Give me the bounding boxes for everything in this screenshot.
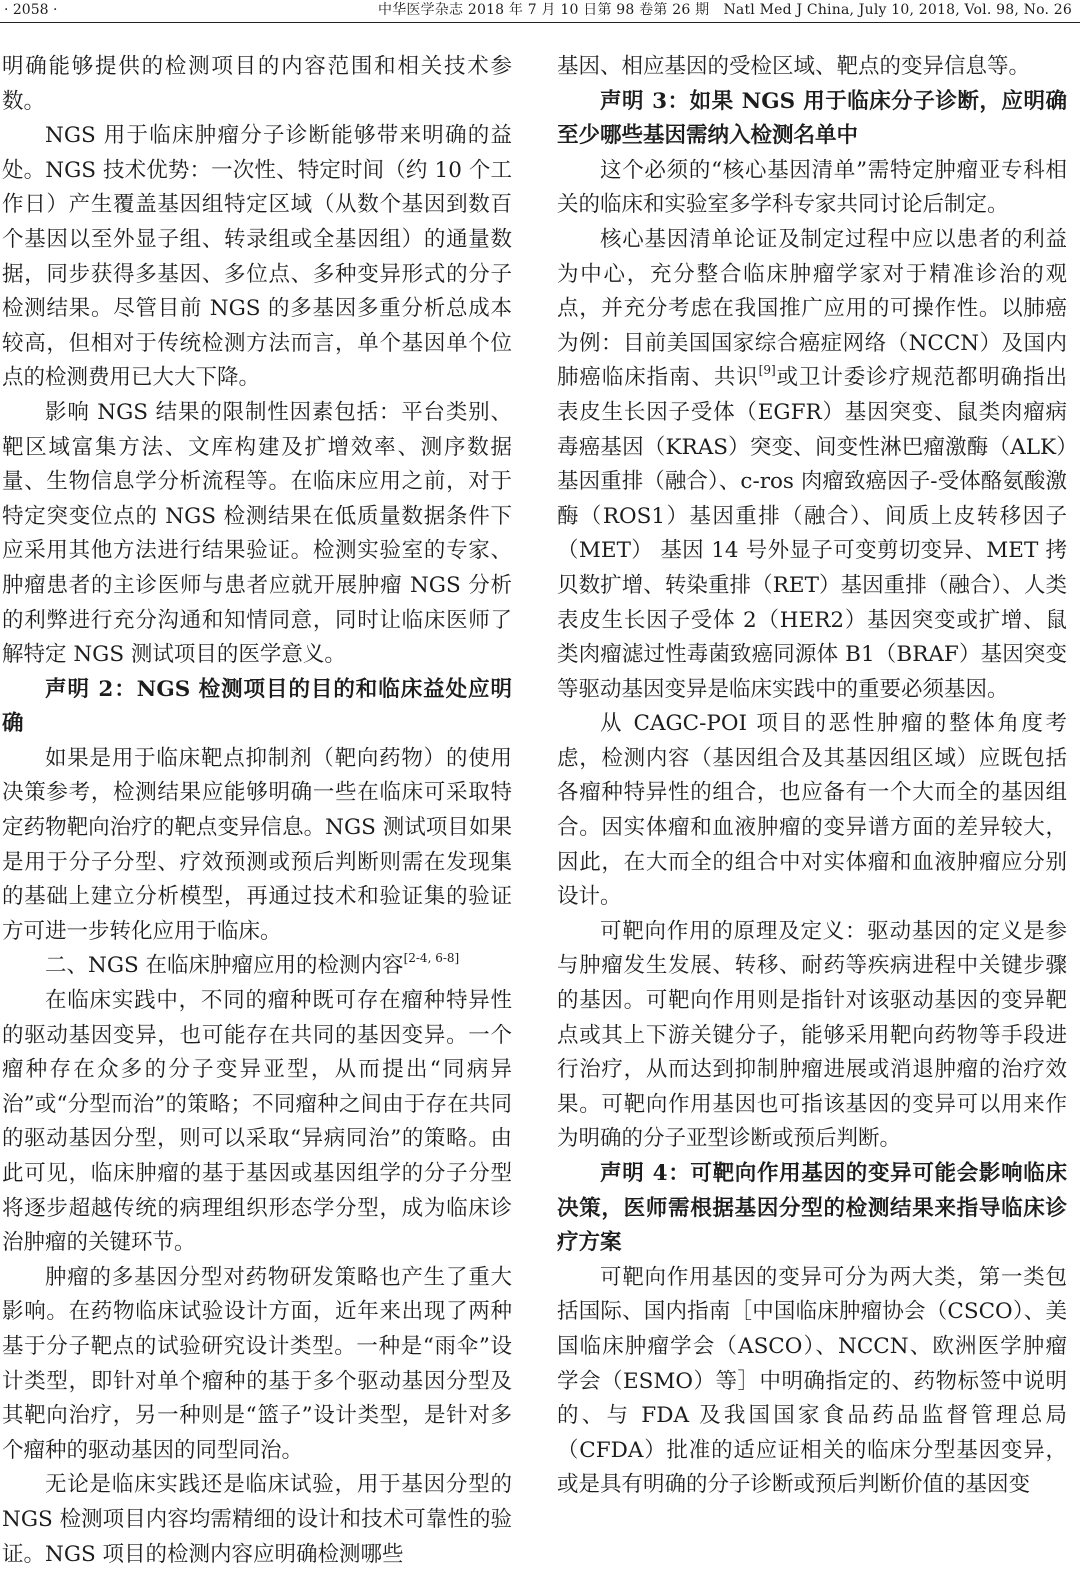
paragraph: 如果是用于临床靶点抑制剂（靶向药物）的使用决策参考，检测结果应能够明确一些在临床可采取特定药物靶向治疗的靶点变异信息。NGS 测试项目如果是用于分子分型、疗效预测或预后判断则需在发现集的基础上建立分析模型，再通过技术和验证集的验证方可进一步转化应用于临床。 [2,745,512,944]
citation-ref: [9] [758,363,776,378]
statement-4-heading: 声明 4：可靶向作用基因的变异可能会影响临床决策，医师需根据基因分型的检测结果来指导临床诊疗方案 [557,1161,1067,1256]
paragraph: 可靶向作用的原理及定义：驱动基因的定义是参与肿瘤发生发展、转移、耐药等疾病进程中关键步骤的基因。可靶向作用则是指针对该驱动基因的变异靶点或其上下游关键分子，能够采用靶向药物等手段进行治疗，从而达到抑制肿瘤进展或消退肿瘤的治疗效果。可靶向作用基因也可指该基因的变异可以用来作为明确的分子亚型诊断或预后判断。 [557,918,1067,1152]
paragraph: 肿瘤的多基因分型对药物研发策略也产生了重大影响。在药物临床试验设计方面，近年来出现了两种基于分子靶点的试验研究设计类型。一种是“雨伞”设计类型，即针对单个瘤种的基于多个驱动基因分型及其靶向治疗，另一种则是“篮子”设计类型，是针对多个瘤种的驱动基因的同型同治。 [2,1264,512,1463]
section-heading: 二、NGS 在临床肿瘤应用的检测内容[2-4, 6-8] [45,951,460,979]
citation-ref: [2-4, 6-8] [403,951,460,966]
paragraph: 在临床实践中，不同的瘤种既可存在瘤种特异性的驱动基因变异，也可能存在共同的基因变异。一个瘤种存在众多的分子变异亚型，从而提出“同病异治”或“分型而治”的策略；不同瘤种之间由于存在共同的驱动基因分型，则可以采取“异病同治”的策略。由此可见，临床肿瘤的基于基因或基因组学的分子分型将逐步超越传统的病理组织形态学分型，成为临床诊治肿瘤的关键环节。 [2,988,512,1256]
paragraph: NGS 用于临床肿瘤分子诊断能够带来明确的益处。NGS 技术优势：一次性、特定时间（约 10 个工作日）产生覆盖基因组特定区域（从数个基因到数百个基因以至外显子组、转录组或全基因组）的通量数据，同步获得多基因、多位点、多种变异形式的分子检测结果。尽管目前 NGS 的多基因多重分析总成本较高，但相对于传统检测方法而言，单个基因单个位点的检测费用已大大下降。 [2,123,512,391]
running-header [0,0,1080,23]
paragraph: 明确能够提供的检测项目的内容范围和相关技术参数。 [2,54,512,114]
page-number: · 2058 · [4,2,58,18]
paragraph: 这个必须的“核心基因清单”需特定肿瘤亚专科相关的临床和实验室多学科专家共同讨论后制定。 [557,157,1067,218]
left-column [2,50,512,1572]
paragraph: 无论是临床实践还是临床试验，用于基因分型的 NGS 检测项目内容均需精细的设计和技术可靠性的验证。NGS 项目的检测内容应明确检测哪些 [2,1472,512,1567]
right-column [557,50,1067,1503]
paragraph: 可靶向作用基因的变异可分为两大类，第一类包括国际、国内指南［中国临床肿瘤协会（CSCO）、美国临床肿瘤学会（ASCO）、NCCN、欧洲医学肿瘤学会（ESMO）等］中明确指定的、药物标签中说明的、与 FDA 及我国国家食品药品监督管理总局（CFDA）批准的适应证相关的临床分型基因变异，或是具有明确的分子诊断或预后判断价值的基因变 [557,1264,1067,1498]
statement-2-heading: 声明 2：NGS 检测项目的目的和临床益处应明确 [2,676,512,737]
paragraph: 影响 NGS 结果的限制性因素包括：平台类别、靶区域富集方法、文库构建及扩增效率、测序数据量、生物信息学分析流程等。在临床应用之前，对于特定突变位点的 NGS 检测结果在低质量数据条件下应采用其他方法进行结果验证。检测实验室的专家、肿瘤患者的主诊医师与患者应就开展肿瘤 NGS 分析的利弊进行充分沟通和知情同意，同时让临床医师了解特定 NGS 测试项目的医学意义。 [2,399,512,668]
paragraph: 核心基因清单论证及制定过程中应以患者的利益为中心，充分整合临床肿瘤学家对于精准诊治的观点，并充分考虑在我国推广应用的可操作性。以肺癌为例：目前美国国家综合癌症网络（NCCN）及国内肺癌临床指南、共识[9]或卫计委诊疗规范都明确指出表皮生长因子受体（EGFR）基因突变、鼠类肉瘤病毒癌基因（KRAS）突变、间变性淋巴瘤激酶（ALK）基因重排（融合）、c-ros 肉瘤致癌因子-受体酪氨酸激酶（ROS1）基因重排（融合）、间质上皮转移因子（MET） 基因 14 号外显子可变剪切变异、MET 拷贝数扩增、转染重排（RET）基因重排（融合）、人类表皮生长因子受体 2（HER2）基因突变或扩增、鼠类肉瘤滤过性毒菌致癌同源体 B1（BRAF）基因突变等驱动基因变异是临床实践中的重要必须基因。 [557,226,1067,702]
journal-citation: 中华医学杂志 2018 年 7 月 10 日第 98 卷第 26 期 Natl Med J China, July 10, 2018, Vol. 98, No. 26 [378,2,1072,18]
statement-3-heading: 声明 3：如果 NGS 用于临床分子诊断，应明确至少哪些基因需纳入检测名单中 [557,88,1067,149]
paragraph: 从 CAGC-POI 项目的恶性肿瘤的整体角度考虑，检测内容（基因组合及其基因组区域）应既包括各瘤种特异性的组合，也应备有一个大而全的基因组合。因实体瘤和血液肿瘤的变异谱方面的差异较大，因此，在大而全的组合中对实体瘤和血液肿瘤应分别设计。 [557,711,1067,910]
paragraph: 基因、相应基因的受检区域、靶点的变异信息等。 [557,54,1031,79]
